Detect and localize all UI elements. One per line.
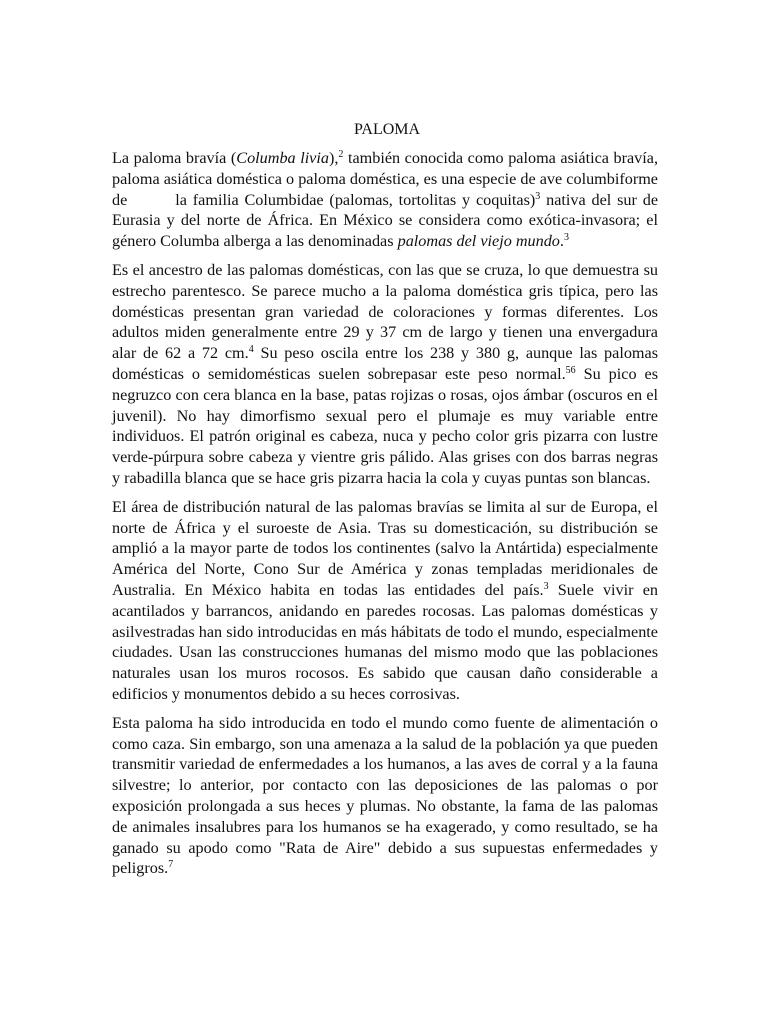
description-text-3: Su pico es negruzco con cera blanca en la base, patas rojizas o rosas, ojos ámbar (oscuros en el juvenil). No hay dimorfismo sexual pero el plumaje es muy variable entre individuos. El patrón original es cabeza, nuca y pecho color gris pizarra con lustre verde-púrpura sobre cabeza y vientre gris pálido. Alas grises con dos barras negras y rabadilla blanca que se hace gris pizarra hacia la cola y cuyas puntas son blancas. xyxy=(112,364,659,487)
description-text-1: Es el ancestro de las palomas domésticas, con las que se cruza, lo que demuestra su estrecho parentesco. Se parece mucho a la paloma doméstica gris típica, pero las domésticas presentan gran variedad de coloraciones y formas diferentes. Los adultos miden generalmente entre 29 y 37 cm de largo y tienen una envergadura alar de 62 a 72 cm. xyxy=(112,260,658,363)
species-name: Columba livia xyxy=(236,149,329,167)
paragraph-health xyxy=(112,713,658,879)
distribution-text-2: Suele vivir en acantilados y barrancos, anidando en paredes rocosas. Las palomas domésticas y asilvestradas han sido introducidas en más hábitats de todo el mundo, especialmente ciudades. Usan las construcciones humanas del mismo modo que las poblaciones naturales usan los muros rocosos. Es sabido que causan daño considerable a edificios y monumentos debido a su heces corrosivas. xyxy=(112,580,658,703)
paragraph-introduction xyxy=(112,148,658,252)
paragraph-distribution xyxy=(112,497,658,705)
distribution-text-1: El área de distribución natural de las palomas bravías se limita al sur de Europa, el norte de África y el suroeste de Asia. Tras su domesticación, su distribución se amplió a la mayor parte de todos los continentes (salvo la Antártida) especialmente América del Norte, Cono Sur de América y zonas templadas meridionales de Australia. En México habita en todas las entidades del país. xyxy=(112,497,658,599)
intro-text-6: . xyxy=(559,232,564,251)
document-page xyxy=(112,120,658,887)
intro-text-4: la familia Columbidae (palomas, tortolitas y coquitas) xyxy=(175,190,536,209)
intro-text-1: La paloma bravía ( xyxy=(112,149,237,167)
document-title: PALOMA xyxy=(353,121,421,138)
footnote-ref: 3 xyxy=(563,232,569,244)
description-text-2: Su peso oscila entre los 238 y 380 g, aunque las palomas domésticas o semidomésticas suelen sobrepasar este peso normal. xyxy=(112,344,658,383)
footnote-ref: 3 xyxy=(543,580,549,592)
health-text-1: Esta paloma ha sido introducida en todo el mundo como fuente de alimentación o como caza. Sin embargo, son una amenaza a la salud de la población ya que pueden transmitir variedad de enfermedades a los humanos, a las aves de corral y a la fauna silvestre; lo anterior, por contacto con las deposiciones de las palomas o por exposición prolongada a sus heces y plumas. No obstante, la fama de las palomas de animales insalubres para los humanos se ha exagerado, y como resultado, se ha ganado su apodo como "Rata de Aire" debido a sus supuestas enfermedades y peligros. xyxy=(112,713,658,878)
intro-text-3: también conocida como paloma asiática bravía, paloma asiática doméstica o paloma doméstica, es una especie de ave columbiforme de xyxy=(112,149,659,209)
intro-text-5: nativa del sur de Eurasia y del norte de África. En México se considera como exótica-invasora; el género Columba alberga a las denominadas xyxy=(112,190,659,251)
footnote-ref: 56 xyxy=(565,364,576,376)
intro-text-2: ), xyxy=(328,149,339,167)
footnote-ref: 2 xyxy=(338,149,344,160)
footnote-ref: 4 xyxy=(248,344,254,356)
footnote-ref: 7 xyxy=(168,859,174,871)
footnote-ref: 3 xyxy=(535,190,541,202)
paragraph-description xyxy=(112,260,658,489)
italic-term: palomas del viejo mundo xyxy=(397,232,560,251)
